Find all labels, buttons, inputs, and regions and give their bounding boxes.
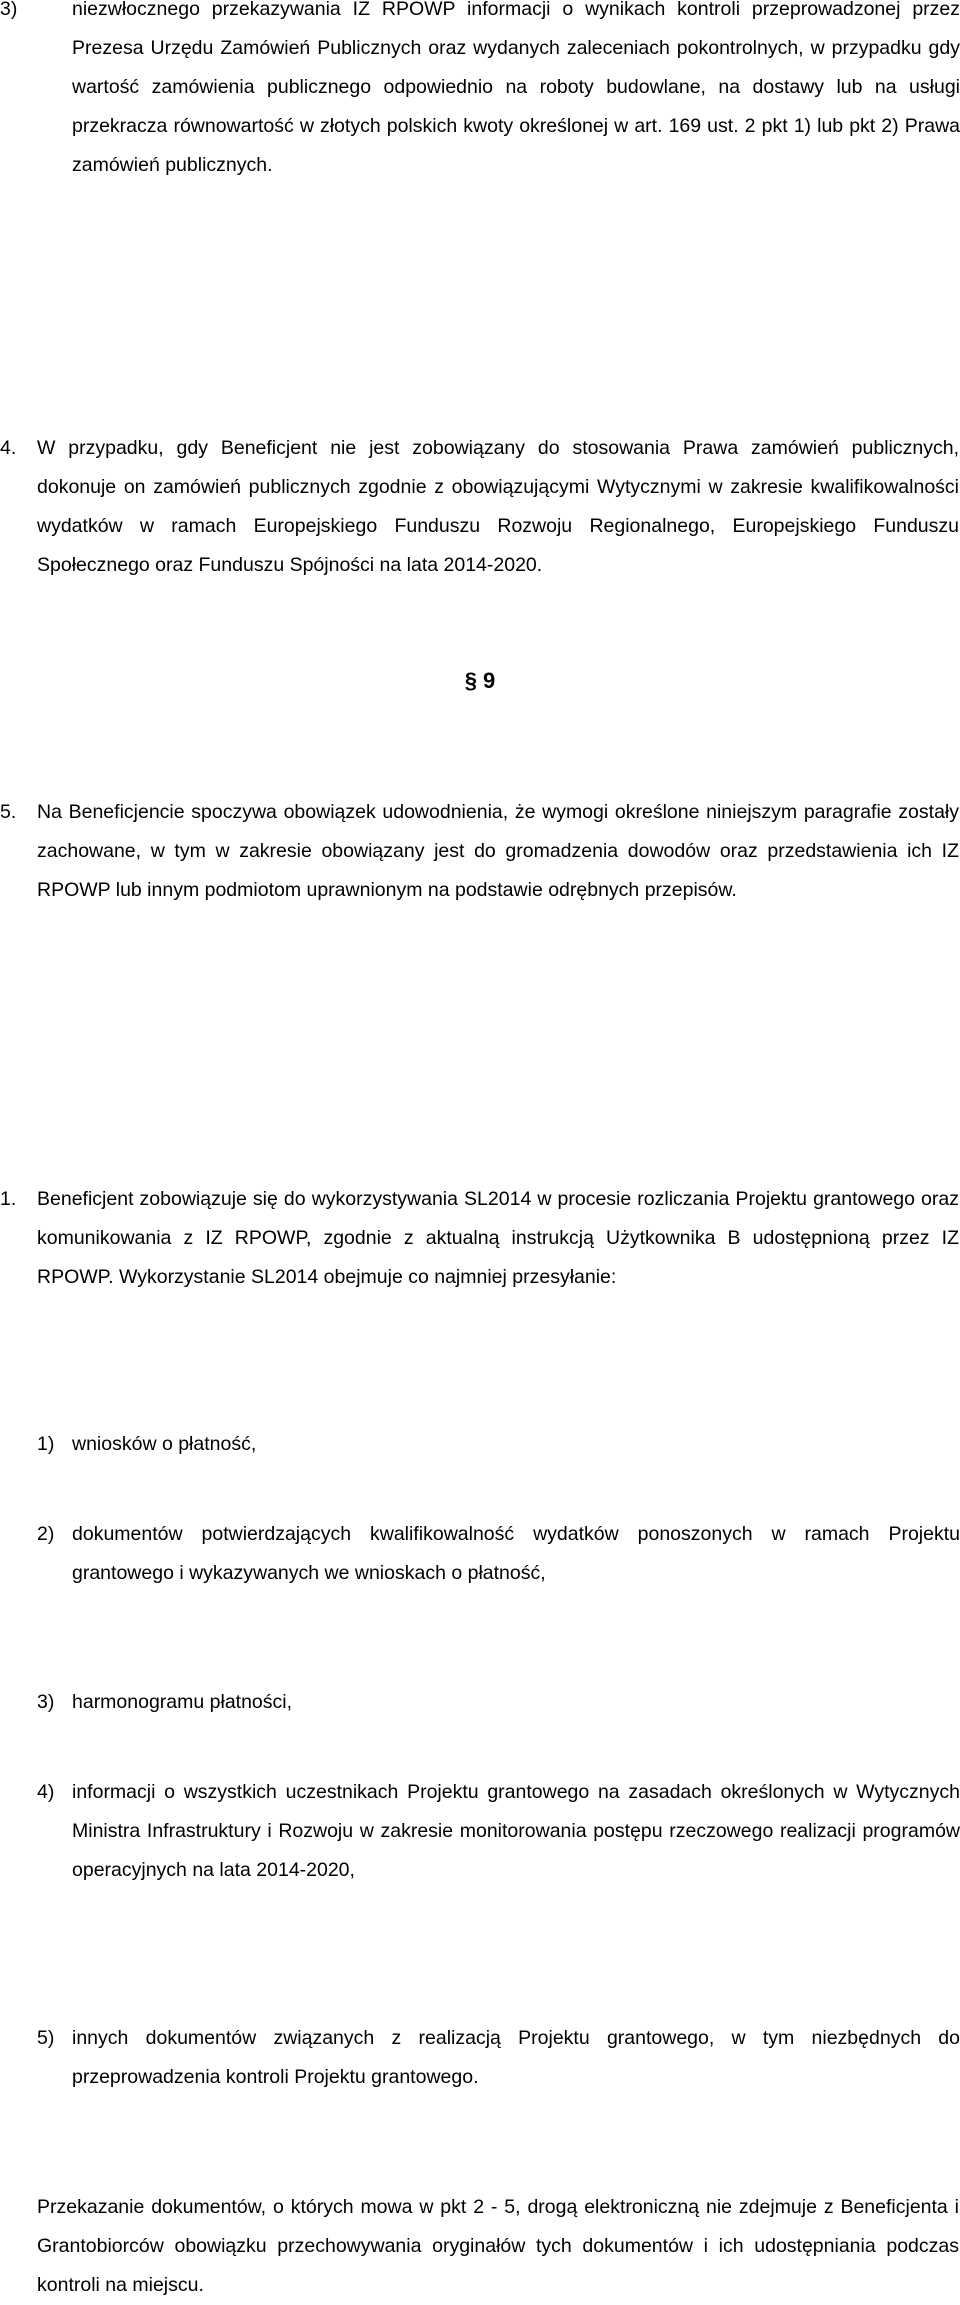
paragraph-number: 4. — [0, 437, 17, 459]
section-heading: § 9 — [464, 668, 496, 693]
closing-text: Przekazanie dokumentów, o których mowa w pkt 2 - 5, drogą elektroniczną nie zdejmuje z Beneficjenta i Grantobiorców obowiązku przechowywania oryginałów tych dokumentów i ich udostępniania podczas kontroli na miejscu. — [37, 2196, 959, 2296]
sub-list-item-3 — [0, 1683, 960, 1722]
paragraph-5 — [0, 793, 959, 910]
section-point-1 — [0, 1180, 959, 1297]
list-item-text: innych dokumentów związanych z realizacją Projektu grantowego, w tym niezbędnych do przeprowadzenia kontroli Projektu grantowego. — [72, 2027, 960, 2088]
list-number: 3) — [37, 1691, 55, 1713]
point-text: Beneficjent zobowiązuje się do wykorzystywania SL2014 w procesie rozliczania Projektu grantowego oraz komunikowania z IZ RPOWP, zgodnie z aktualną instrukcją Użytkownika B udostępnioną przez IZ RPOWP. Wykorzystanie SL2014 obejmuje co najmniej przesyłanie: — [37, 1188, 959, 1288]
list-number: 4) — [37, 1781, 55, 1803]
sub-list-item-1 — [0, 1425, 960, 1464]
point-number: 1. — [0, 1188, 17, 1210]
paragraph-text: W przypadku, gdy Beneficjent nie jest zobowiązany do stosowania Prawa zamówień publicznych, dokonuje on zamówień publicznych zgodnie z obowiązującymi Wytycznymi w zakresie kwalifikowalności wydatków w ramach Europejskiego Funduszu Rozwoju Regionalnego, Europejskiego Funduszu Społecznego oraz Funduszu Spójności na lata 2014-2020. — [37, 437, 959, 576]
sub-list-item-4 — [0, 1773, 960, 1890]
paragraph-4 — [0, 429, 959, 585]
list-item-text: niezwłocznego przekazywania IZ RPOWP informacji o wynikach kontroli przeprowadzonej przez Prezesa Urzędu Zamówień Publicznych oraz wydanych zaleceniach pokontrolnych, w przypadku gdy wartość zamówienia publicznego odpowiednio na roboty budowlane, na dostawy lub na usługi przekracza równowartość w złotych polskich kwoty określonej w art. 169 ust. 2 pkt 1) lub pkt 2) Prawa zamówień publicznych. — [72, 0, 960, 176]
list-item-text: informacji o wszystkich uczestnikach Projektu grantowego na zasadach określonych w Wytycznych Ministra Infrastruktury i Rozwoju w zakresie monitorowania postępu rzeczowego realizacji programów operacyjnych na lata 2014-2020, — [72, 1781, 960, 1881]
list-number: 3) — [0, 0, 18, 20]
list-item-text: wniosków o płatność, — [72, 1433, 257, 1455]
list-item-3 — [0, 0, 960, 185]
paragraph-text: Na Beneficjencie spoczywa obowiązek udowodnienia, że wymogi określone niniejszym paragrafie zostały zachowane, w tym w zakresie obowiązany jest do gromadzenia dowodów oraz przedstawienia ich IZ RPOWP lub innym podmiotom uprawnionym na podstawie odrębnych przepisów. — [37, 801, 959, 901]
list-number: 5) — [37, 2027, 55, 2049]
list-number: 2) — [37, 1523, 55, 1545]
closing-paragraph — [0, 2188, 959, 2305]
sub-list-item-2 — [0, 1515, 960, 1593]
paragraph-number: 5. — [0, 801, 17, 823]
sub-list-item-5 — [0, 2019, 960, 2097]
list-item-text: harmonogramu płatności, — [72, 1691, 293, 1713]
list-number: 1) — [37, 1433, 55, 1455]
list-item-text: dokumentów potwierdzających kwalifikowalność wydatków ponoszonych w ramach Projektu grantowego i wykazywanych we wnioskach o płatność, — [72, 1523, 960, 1584]
